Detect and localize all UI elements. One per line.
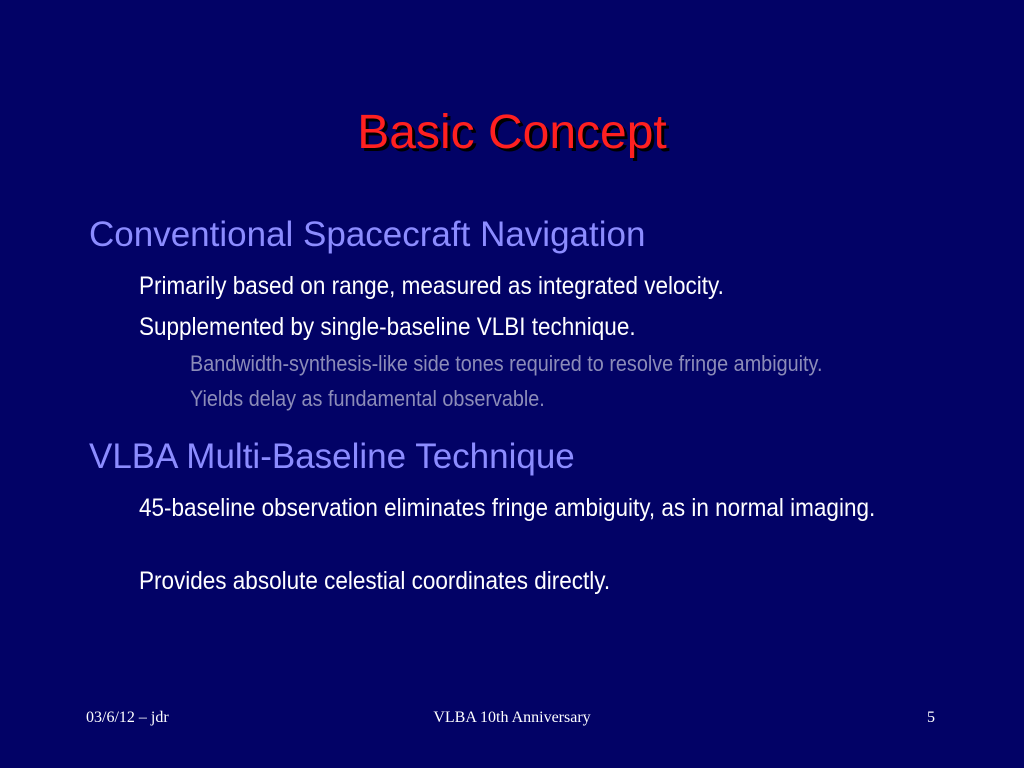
bullet-single-baseline-vlbi: Supplemented by single-baseline VLBI technique. <box>139 313 636 341</box>
slide-title: Basic Concept <box>357 106 667 159</box>
bullet-range-based: Primarily based on range, measured as integrated velocity. <box>139 272 724 300</box>
bullet-absolute-coordinates: Provides absolute celestial coordinates directly. <box>139 567 611 595</box>
section-heading-vlba-multi-baseline: VLBA Multi-Baseline Technique <box>89 437 575 476</box>
subbullet-delay-observable: Yields delay as fundamental observable. <box>190 386 545 411</box>
subbullet-side-tones: Bandwidth-synthesis-like side tones required to resolve fringe ambiguity. <box>190 351 823 376</box>
section-heading-conventional-navigation: Conventional Spacecraft Navigation <box>89 215 646 254</box>
footer-event-title: VLBA 10th Anniversary <box>433 709 591 726</box>
bullet-45-baseline: 45-baseline observation eliminates fringe ambiguity, as in normal imaging. <box>139 494 876 522</box>
footer-page-number: 5 <box>927 709 935 726</box>
footer-date-author: 03/6/12 – jdr <box>86 709 169 726</box>
